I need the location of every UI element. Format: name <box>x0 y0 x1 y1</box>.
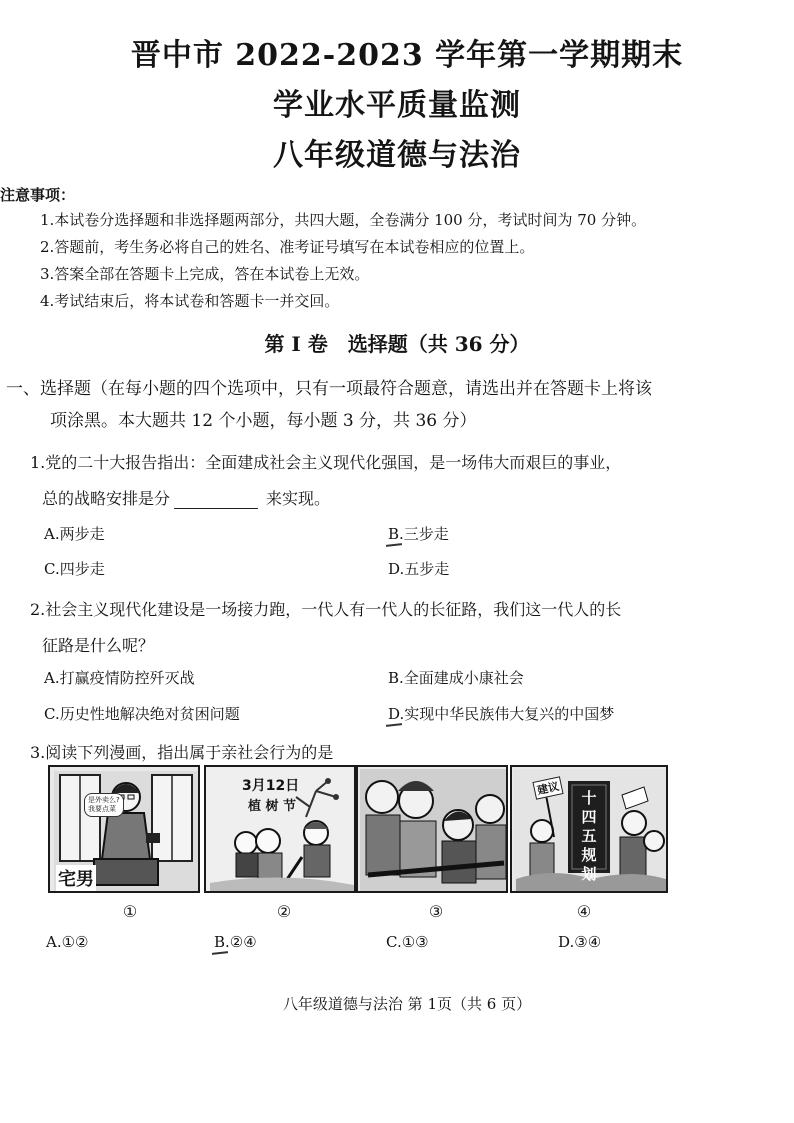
question-1-stem-line2 <box>42 486 330 509</box>
part-instruction-line1: 一、选择题（在每小题的四个选项中，只有一项最符合题意，请选出并在答题卡上将该 <box>6 379 652 399</box>
q2-option-b: B.全面建成小康社会 <box>388 669 524 687</box>
note-item-1: 1.本试卷分选择题和非选择题两部分，共四大题，全卷满分 100 分，考试时间为 70 分钟。 <box>40 211 647 229</box>
comic-panel-1-label: 宅男 <box>56 865 96 891</box>
note-item-2: 2.答题前，考生务必将自己的姓名、准考证号填写在本试卷相应的位置上。 <box>40 238 535 256</box>
q3-option-b-text: ②④ <box>229 933 257 951</box>
q2-option-d-text: 实现中华民族伟大复兴的中国梦 <box>404 705 615 723</box>
note-item-3: 3.答案全部在答题卡上完成，答在本试卷上无效。 <box>40 265 370 283</box>
comic-panel-4 <box>510 765 668 893</box>
exam-title-line1: 晋中市 2022-2023 学年第一学期期末 <box>130 38 684 73</box>
panel-number-4: ④ <box>576 902 592 921</box>
q3-option-d: D.③④ <box>558 933 602 951</box>
q3-option-b <box>214 933 257 951</box>
comic-panel-4-sign: 建议 <box>532 776 563 799</box>
comic-panel-1-bubble: 是外卖么? 我要点菜 <box>84 793 124 817</box>
panel-number-3: ③ <box>428 902 444 921</box>
q1-option-b <box>388 523 449 544</box>
comic-panel-3-drawing <box>358 767 508 893</box>
comic-panel-2 <box>204 765 356 893</box>
comic-strip <box>48 765 668 893</box>
section-heading: 第 I 卷 选择题（共 36 分） <box>264 332 530 356</box>
notes-heading: 注意事项： <box>0 186 76 204</box>
question-2-stem-line2: 征路是什么呢？ <box>42 636 155 655</box>
fill-blank <box>174 493 258 509</box>
question-1-stem: 1.党的二十大报告指出：全面建成社会主义现代化强国，是一场伟大而艰巨的事业， <box>30 453 622 472</box>
exam-title-subject: 八年级道德与法治 <box>273 138 521 173</box>
q2-option-d <box>388 703 614 724</box>
q3-option-b-letter: B. <box>214 933 230 951</box>
q1-option-a: A.两步走 <box>44 525 105 543</box>
q1-option-c: C.四步走 <box>44 560 105 578</box>
q3-option-c: C.①③ <box>386 933 429 951</box>
q1-option-b-letter: B. <box>388 525 404 543</box>
panel-number-2: ② <box>276 902 292 921</box>
q2-option-c: C.历史性地解决绝对贫困问题 <box>44 705 240 723</box>
comic-panel-3 <box>356 765 508 893</box>
comic-panel-2-festival: 植 树 节 <box>248 799 297 814</box>
note-item-4: 4.考试结束后，将本试卷和答题卡一并交回。 <box>40 292 340 310</box>
q2-option-a: A.打赢疫情防控歼灭战 <box>44 669 195 687</box>
comic-panel-1 <box>48 765 200 893</box>
q3-option-a: A.①② <box>46 933 89 951</box>
question-1-stem-post: 来实现。 <box>266 489 331 508</box>
panel-number-1: ① <box>122 902 138 921</box>
q2-option-d-letter: D. <box>388 705 405 723</box>
comic-panel-2-date: 3月12日 <box>242 778 300 794</box>
q1-option-d: D.五步走 <box>388 560 450 578</box>
part-instruction-line2: 项涂黑。本大题共 12 个小题，每小题 3 分，共 36 分） <box>50 411 477 431</box>
comic-panel-4-plan: 十 四 五 规 划 <box>581 789 597 883</box>
q1-option-b-text: 三步走 <box>403 525 449 543</box>
question-1-stem-pre: 总的战略安排是分 <box>42 489 171 508</box>
exam-title-line2: 学业水平质量监测 <box>273 88 521 123</box>
question-3-stem: 3.阅读下列漫画，指出属于亲社会行为的是 <box>30 743 334 762</box>
page-footer: 八年级道德与法治 第 1页（共 6 页） <box>282 995 532 1013</box>
question-2-stem: 2.社会主义现代化建设是一场接力跑，一代人有一代人的长征路，我们这一代人的长 <box>30 600 622 619</box>
